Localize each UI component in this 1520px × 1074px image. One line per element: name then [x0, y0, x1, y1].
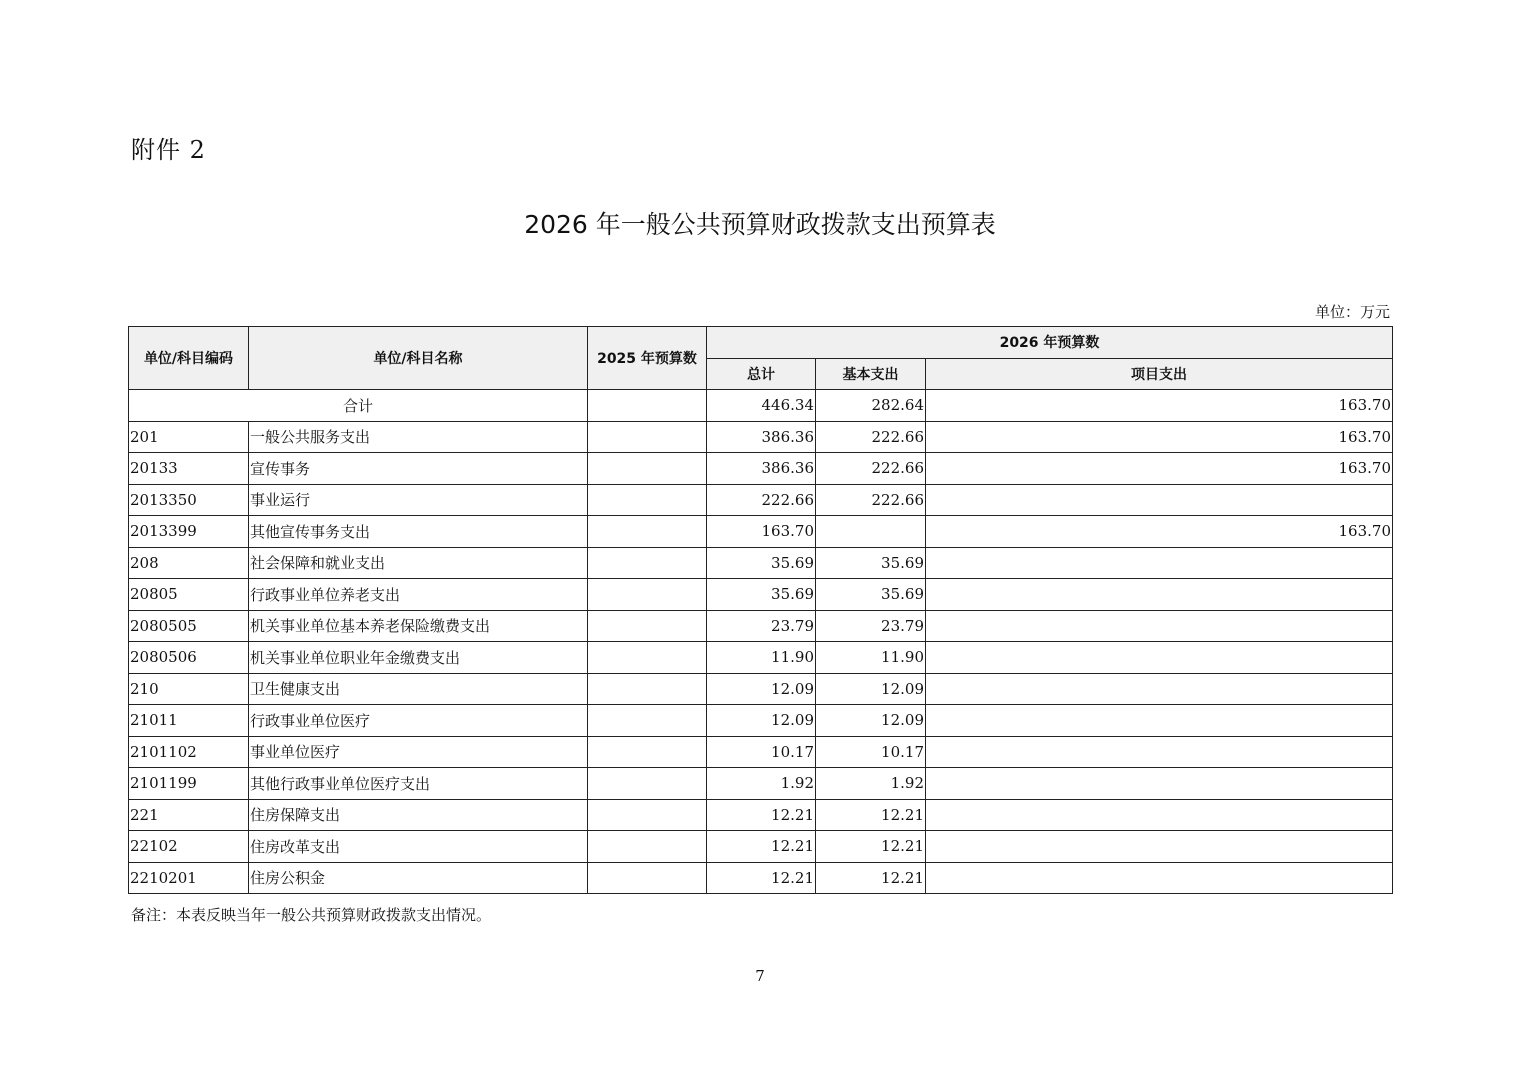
- cell-code: 221: [129, 799, 249, 831]
- cell-code: 2101199: [129, 768, 249, 800]
- table-header-row-1: [129, 327, 1393, 359]
- unit-label: 单位：万元: [1314, 303, 1390, 321]
- cell-total: 12.09: [707, 673, 816, 705]
- table-row: [129, 484, 1393, 516]
- cell-total: 222.66: [707, 484, 816, 516]
- cell-prev-budget: [588, 453, 707, 485]
- cell-project: [926, 831, 1393, 863]
- cell-prev-budget: [588, 768, 707, 800]
- cell-code: 210: [129, 673, 249, 705]
- cell-project: [926, 705, 1393, 737]
- cell-code: 201: [129, 421, 249, 453]
- cell-prev-budget: [588, 547, 707, 579]
- header-basic: 基本支出: [816, 358, 926, 390]
- cell-name: 一般公共服务支出: [249, 421, 588, 453]
- cell-project: 163.70: [926, 421, 1393, 453]
- header-code: 单位/科目编码: [129, 327, 249, 390]
- cell-name: 机关事业单位基本养老保险缴费支出: [249, 610, 588, 642]
- cell-basic: 12.09: [816, 673, 926, 705]
- table-row: [129, 642, 1393, 674]
- cell-prev-budget: [588, 610, 707, 642]
- table-row: [129, 610, 1393, 642]
- attachment-label: 附件 2: [131, 136, 206, 164]
- header-prev-budget: 2025 年预算数: [588, 327, 707, 390]
- cell-prev-budget: [588, 831, 707, 863]
- cell-basic: 222.66: [816, 453, 926, 485]
- cell-basic: 35.69: [816, 547, 926, 579]
- cell-total: 12.21: [707, 831, 816, 863]
- document-title: 2026 年一般公共预算财政拨款支出预算表: [524, 210, 996, 239]
- cell-name: 住房公积金: [249, 862, 588, 894]
- cell-basic: 12.21: [816, 862, 926, 894]
- table-row: [129, 705, 1393, 737]
- cell-code: 20133: [129, 453, 249, 485]
- total-basic: 282.64: [816, 390, 926, 422]
- cell-name: 事业运行: [249, 484, 588, 516]
- cell-basic: 12.21: [816, 799, 926, 831]
- header-project: 项目支出: [926, 358, 1393, 390]
- cell-basic: 23.79: [816, 610, 926, 642]
- table-row: [129, 862, 1393, 894]
- table-row: [129, 516, 1393, 548]
- cell-total: 12.21: [707, 799, 816, 831]
- cell-code: 2013350: [129, 484, 249, 516]
- cell-prev-budget: [588, 579, 707, 611]
- cell-total: 12.09: [707, 705, 816, 737]
- table-row: [129, 579, 1393, 611]
- cell-code: 2013399: [129, 516, 249, 548]
- cell-project: [926, 610, 1393, 642]
- total-project: 163.70: [926, 390, 1393, 422]
- total-label: 合计: [129, 390, 588, 422]
- cell-basic: 11.90: [816, 642, 926, 674]
- cell-code: 208: [129, 547, 249, 579]
- header-total: 总计: [707, 358, 816, 390]
- cell-name: 行政事业单位医疗: [249, 705, 588, 737]
- budget-table: [128, 326, 1393, 894]
- cell-basic: 222.66: [816, 421, 926, 453]
- cell-basic: 1.92: [816, 768, 926, 800]
- cell-total: 35.69: [707, 579, 816, 611]
- total-total: 446.34: [707, 390, 816, 422]
- cell-code: 21011: [129, 705, 249, 737]
- cell-total: 163.70: [707, 516, 816, 548]
- cell-name: 其他行政事业单位医疗支出: [249, 768, 588, 800]
- cell-code: 22102: [129, 831, 249, 863]
- cell-name: 行政事业单位养老支出: [249, 579, 588, 611]
- cell-total: 1.92: [707, 768, 816, 800]
- cell-code: 20805: [129, 579, 249, 611]
- cell-prev-budget: [588, 736, 707, 768]
- cell-total: 386.36: [707, 453, 816, 485]
- page-number: 7: [755, 967, 765, 985]
- cell-total: 35.69: [707, 547, 816, 579]
- cell-total: 12.21: [707, 862, 816, 894]
- cell-prev-budget: [588, 421, 707, 453]
- cell-name: 事业单位医疗: [249, 736, 588, 768]
- header-name: 单位/科目名称: [249, 327, 588, 390]
- cell-prev-budget: [588, 484, 707, 516]
- cell-basic: 35.69: [816, 579, 926, 611]
- cell-project: [926, 484, 1393, 516]
- cell-total: 11.90: [707, 642, 816, 674]
- cell-project: [926, 736, 1393, 768]
- cell-name: 住房改革支出: [249, 831, 588, 863]
- cell-basic: [816, 516, 926, 548]
- cell-prev-budget: [588, 862, 707, 894]
- table-row: [129, 768, 1393, 800]
- cell-name: 其他宣传事务支出: [249, 516, 588, 548]
- table-row: [129, 799, 1393, 831]
- cell-basic: 12.21: [816, 831, 926, 863]
- cell-code: 2210201: [129, 862, 249, 894]
- cell-project: [926, 673, 1393, 705]
- cell-prev-budget: [588, 799, 707, 831]
- footer-note: 备注：本表反映当年一般公共预算财政拨款支出情况。: [131, 906, 492, 924]
- cell-basic: 222.66: [816, 484, 926, 516]
- cell-total: 386.36: [707, 421, 816, 453]
- cell-project: [926, 579, 1393, 611]
- cell-code: 2101102: [129, 736, 249, 768]
- cell-project: [926, 862, 1393, 894]
- table-row: [129, 831, 1393, 863]
- cell-prev-budget: [588, 642, 707, 674]
- table-row: [129, 421, 1393, 453]
- cell-name: 宣传事务: [249, 453, 588, 485]
- cell-total: 23.79: [707, 610, 816, 642]
- cell-prev-budget: [588, 705, 707, 737]
- table-row: [129, 673, 1393, 705]
- cell-prev-budget: [588, 516, 707, 548]
- header-cur-budget: 2026 年预算数: [707, 327, 1393, 359]
- cell-name: 社会保障和就业支出: [249, 547, 588, 579]
- cell-code: 2080505: [129, 610, 249, 642]
- cell-total: 10.17: [707, 736, 816, 768]
- total-prev: [588, 390, 707, 422]
- cell-project: [926, 547, 1393, 579]
- cell-name: 卫生健康支出: [249, 673, 588, 705]
- cell-code: 2080506: [129, 642, 249, 674]
- cell-name: 住房保障支出: [249, 799, 588, 831]
- cell-basic: 12.09: [816, 705, 926, 737]
- table-row: [129, 736, 1393, 768]
- cell-project: [926, 768, 1393, 800]
- cell-project: [926, 642, 1393, 674]
- cell-prev-budget: [588, 673, 707, 705]
- cell-basic: 10.17: [816, 736, 926, 768]
- cell-project: [926, 799, 1393, 831]
- cell-project: 163.70: [926, 516, 1393, 548]
- table-row: [129, 547, 1393, 579]
- table-row: [129, 453, 1393, 485]
- cell-name: 机关事业单位职业年金缴费支出: [249, 642, 588, 674]
- total-row: [129, 390, 1393, 422]
- cell-project: 163.70: [926, 453, 1393, 485]
